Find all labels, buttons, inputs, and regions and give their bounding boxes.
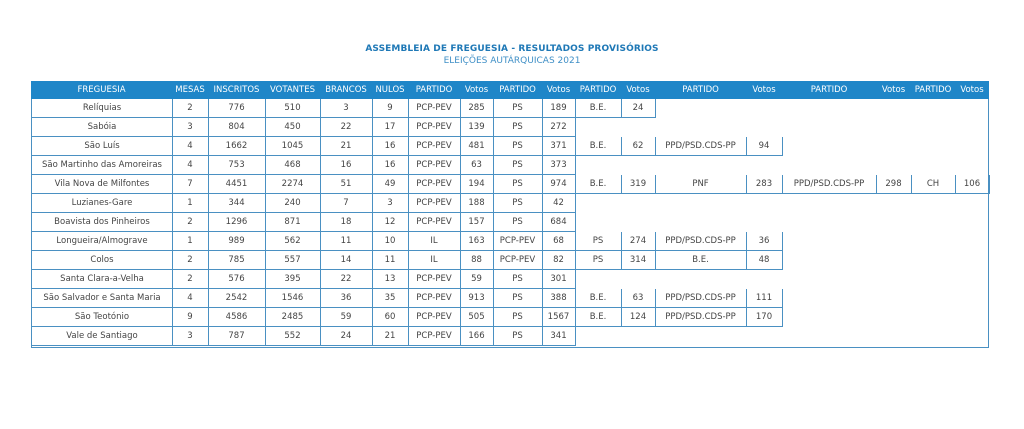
column-header: Votos: [626, 85, 650, 95]
table-cell: 62: [621, 137, 656, 156]
table-cell: 9: [172, 308, 209, 327]
table-cell: B.E.: [575, 175, 622, 194]
table-cell: 7: [320, 194, 373, 213]
table-cell: PS: [493, 156, 543, 175]
table-cell: PS: [493, 327, 543, 346]
table-cell: 552: [265, 327, 321, 346]
table-cell: PPD/PSD.CDS-PP: [655, 232, 747, 251]
table-cell: 9: [372, 99, 409, 118]
table-cell: 2: [172, 270, 209, 289]
table-cell: 166: [460, 327, 494, 346]
table-cell: 274: [621, 232, 656, 251]
table-cell: 4: [172, 289, 209, 308]
freguesia-name: Sabóia: [31, 118, 173, 137]
table-cell: 22: [320, 270, 373, 289]
table-cell: PS: [493, 308, 543, 327]
column-header: PARTIDO: [415, 85, 453, 95]
table-cell: 36: [746, 232, 783, 251]
table-cell: 3: [372, 194, 409, 213]
table-cell: 68: [542, 232, 576, 251]
table-cell: 2274: [265, 175, 321, 194]
table-cell: 63: [460, 156, 494, 175]
table-cell: 24: [320, 327, 373, 346]
table-cell: 684: [542, 213, 576, 232]
table-cell: 13: [372, 270, 409, 289]
table-cell: 3: [320, 99, 373, 118]
table-cell: PCP-PEV: [408, 289, 461, 308]
column-header: Votos: [546, 85, 571, 95]
column-header: Votos: [960, 85, 984, 95]
table-cell: 301: [542, 270, 576, 289]
freguesia-name: Luzianes-Gare: [31, 194, 173, 213]
table-cell: 913: [460, 289, 494, 308]
table-cell: PPD/PSD.CDS-PP: [655, 308, 747, 327]
table-cell: 111: [746, 289, 783, 308]
column-header: BRANCOS: [325, 85, 367, 95]
table-cell: 157: [460, 213, 494, 232]
table-cell: 1546: [265, 289, 321, 308]
table-cell: 188: [460, 194, 494, 213]
table-cell: 48: [746, 251, 783, 270]
table-cell: CH: [911, 175, 956, 194]
table-cell: PCP-PEV: [408, 213, 461, 232]
freguesia-name: Colos: [31, 251, 173, 270]
table-cell: 450: [265, 118, 321, 137]
table-cell: PCP-PEV: [408, 156, 461, 175]
freguesia-name: São Salvador e Santa Maria: [31, 289, 173, 308]
column-header: NULOS: [375, 85, 405, 95]
table-cell: IL: [408, 232, 461, 251]
table-cell: B.E.: [575, 137, 622, 156]
table-cell: 11: [372, 251, 409, 270]
table-cell: 871: [265, 213, 321, 232]
column-header: Votos: [464, 85, 489, 95]
table-cell: PCP-PEV: [408, 175, 461, 194]
table-cell: 82: [542, 251, 576, 270]
table-cell: PS: [575, 251, 622, 270]
table-cell: 785: [208, 251, 266, 270]
table-cell: 16: [320, 156, 373, 175]
table-cell: PPD/PSD.CDS-PP: [655, 137, 747, 156]
table-cell: 388: [542, 289, 576, 308]
table-cell: 468: [265, 156, 321, 175]
table-cell: 395: [265, 270, 321, 289]
table-cell: B.E.: [575, 289, 622, 308]
column-header: PARTIDO: [682, 85, 719, 95]
table-cell: 12: [372, 213, 409, 232]
table-cell: 562: [265, 232, 321, 251]
table-cell: 18: [320, 213, 373, 232]
table-cell: 124: [621, 308, 656, 327]
table-cell: PCP-PEV: [408, 194, 461, 213]
column-header: MESAS: [175, 85, 205, 95]
table-cell: PS: [575, 232, 622, 251]
table-cell: PPD/PSD.CDS-PP: [782, 175, 877, 194]
table-cell: 1: [172, 194, 209, 213]
table-cell: 272: [542, 118, 576, 137]
freguesia-name: Boavista dos Pinheiros: [31, 213, 173, 232]
table-cell: 319: [621, 175, 656, 194]
table-cell: 2542: [208, 289, 266, 308]
table-cell: 753: [208, 156, 266, 175]
table-cell: 14: [320, 251, 373, 270]
table-cell: 510: [265, 99, 321, 118]
table-cell: 36: [320, 289, 373, 308]
table-cell: 194: [460, 175, 494, 194]
table-cell: 4586: [208, 308, 266, 327]
table-cell: PS: [493, 270, 543, 289]
table-cell: 1296: [208, 213, 266, 232]
table-cell: 285: [460, 99, 494, 118]
table-cell: 1662: [208, 137, 266, 156]
table-cell: 22: [320, 118, 373, 137]
table-cell: 283: [746, 175, 783, 194]
table-cell: 2: [172, 99, 209, 118]
freguesia-name: Vale de Santiago: [31, 327, 173, 346]
table-cell: 60: [372, 308, 409, 327]
table-cell: 35: [372, 289, 409, 308]
table-cell: 24: [621, 99, 656, 118]
column-header: FREGUESIA: [77, 85, 126, 95]
table-cell: B.E.: [575, 308, 622, 327]
column-header: PARTIDO: [914, 85, 952, 95]
table-cell: 189: [542, 99, 576, 118]
table-cell: 989: [208, 232, 266, 251]
table-cell: 974: [542, 175, 576, 194]
table-cell: 1: [172, 232, 209, 251]
table-cell: 16: [372, 156, 409, 175]
table-cell: 106: [955, 175, 990, 194]
table-cell: 170: [746, 308, 783, 327]
table-cell: PCP-PEV: [408, 327, 461, 346]
table-cell: 7: [172, 175, 209, 194]
table-cell: 776: [208, 99, 266, 118]
table-cell: 787: [208, 327, 266, 346]
table-cell: PCP-PEV: [408, 118, 461, 137]
table-cell: PNF: [655, 175, 747, 194]
table-cell: PCP-PEV: [408, 137, 461, 156]
table-cell: 17: [372, 118, 409, 137]
table-cell: 59: [460, 270, 494, 289]
table-cell: 1045: [265, 137, 321, 156]
table-cell: PS: [493, 194, 543, 213]
column-header: INSCRITOS: [213, 85, 260, 95]
column-header: Votos: [752, 85, 776, 95]
table-cell: PCP-PEV: [493, 251, 543, 270]
column-header: Votos: [881, 85, 906, 95]
column-header: PARTIDO: [810, 85, 848, 95]
table-cell: PS: [493, 137, 543, 156]
table-cell: 4: [172, 156, 209, 175]
table-cell: 21: [320, 137, 373, 156]
table-cell: PCP-PEV: [408, 308, 461, 327]
table-cell: 10: [372, 232, 409, 251]
freguesia-name: Longueira/Almograve: [31, 232, 173, 251]
table-cell: B.E.: [575, 99, 622, 118]
table-cell: 314: [621, 251, 656, 270]
table-cell: 11: [320, 232, 373, 251]
table-cell: 2485: [265, 308, 321, 327]
table-cell: 2: [172, 251, 209, 270]
table-cell: 344: [208, 194, 266, 213]
table-cell: 163: [460, 232, 494, 251]
table-cell: 42: [542, 194, 576, 213]
table-cell: PS: [493, 289, 543, 308]
table-cell: 63: [621, 289, 656, 308]
table-cell: 51: [320, 175, 373, 194]
freguesia-name: São Martinho das Amoreiras: [31, 156, 173, 175]
table-cell: 21: [372, 327, 409, 346]
table-cell: PS: [493, 118, 543, 137]
table-cell: 341: [542, 327, 576, 346]
page-title: ASSEMBLEIA DE FREGUESIA - RESULTADOS PROVISÓRIOS: [365, 44, 659, 54]
column-header: PARTIDO: [499, 85, 536, 95]
table-cell: 4451: [208, 175, 266, 194]
table-header: [31, 81, 989, 99]
table-cell: PS: [493, 213, 543, 232]
freguesia-name: São Luís: [31, 137, 173, 156]
table-cell: PCP-PEV: [493, 232, 543, 251]
table-cell: 240: [265, 194, 321, 213]
table-cell: 59: [320, 308, 373, 327]
table-cell: 371: [542, 137, 576, 156]
table-cell: 804: [208, 118, 266, 137]
table-cell: 505: [460, 308, 494, 327]
table-cell: 373: [542, 156, 576, 175]
table-cell: 481: [460, 137, 494, 156]
freguesia-name: Santa Clara-a-Velha: [31, 270, 173, 289]
table-cell: PPD/PSD.CDS-PP: [655, 289, 747, 308]
table-cell: PS: [493, 99, 543, 118]
table-cell: 576: [208, 270, 266, 289]
table-cell: B.E.: [655, 251, 747, 270]
table-cell: PCP-PEV: [408, 270, 461, 289]
table-cell: 88: [460, 251, 494, 270]
table-cell: 1567: [542, 308, 576, 327]
column-header: PARTIDO: [579, 85, 617, 95]
table-cell: PCP-PEV: [408, 99, 461, 118]
table-cell: 4: [172, 137, 209, 156]
table-cell: 16: [372, 137, 409, 156]
freguesia-name: São Teotónio: [31, 308, 173, 327]
column-header: VOTANTES: [269, 85, 316, 95]
page-subtitle: ELEIÇÕES AUTÁRQUICAS 2021: [443, 56, 581, 66]
table-cell: 557: [265, 251, 321, 270]
freguesia-name: Relíquias: [31, 99, 173, 118]
table-cell: IL: [408, 251, 461, 270]
table-cell: 3: [172, 327, 209, 346]
table-cell: 3: [172, 118, 209, 137]
freguesia-name: Vila Nova de Milfontes: [31, 175, 173, 194]
table-cell: 139: [460, 118, 494, 137]
table-cell: PS: [493, 175, 543, 194]
table-cell: 2: [172, 213, 209, 232]
table-cell: 94: [746, 137, 783, 156]
table-cell: 298: [876, 175, 912, 194]
table-cell: 49: [372, 175, 409, 194]
